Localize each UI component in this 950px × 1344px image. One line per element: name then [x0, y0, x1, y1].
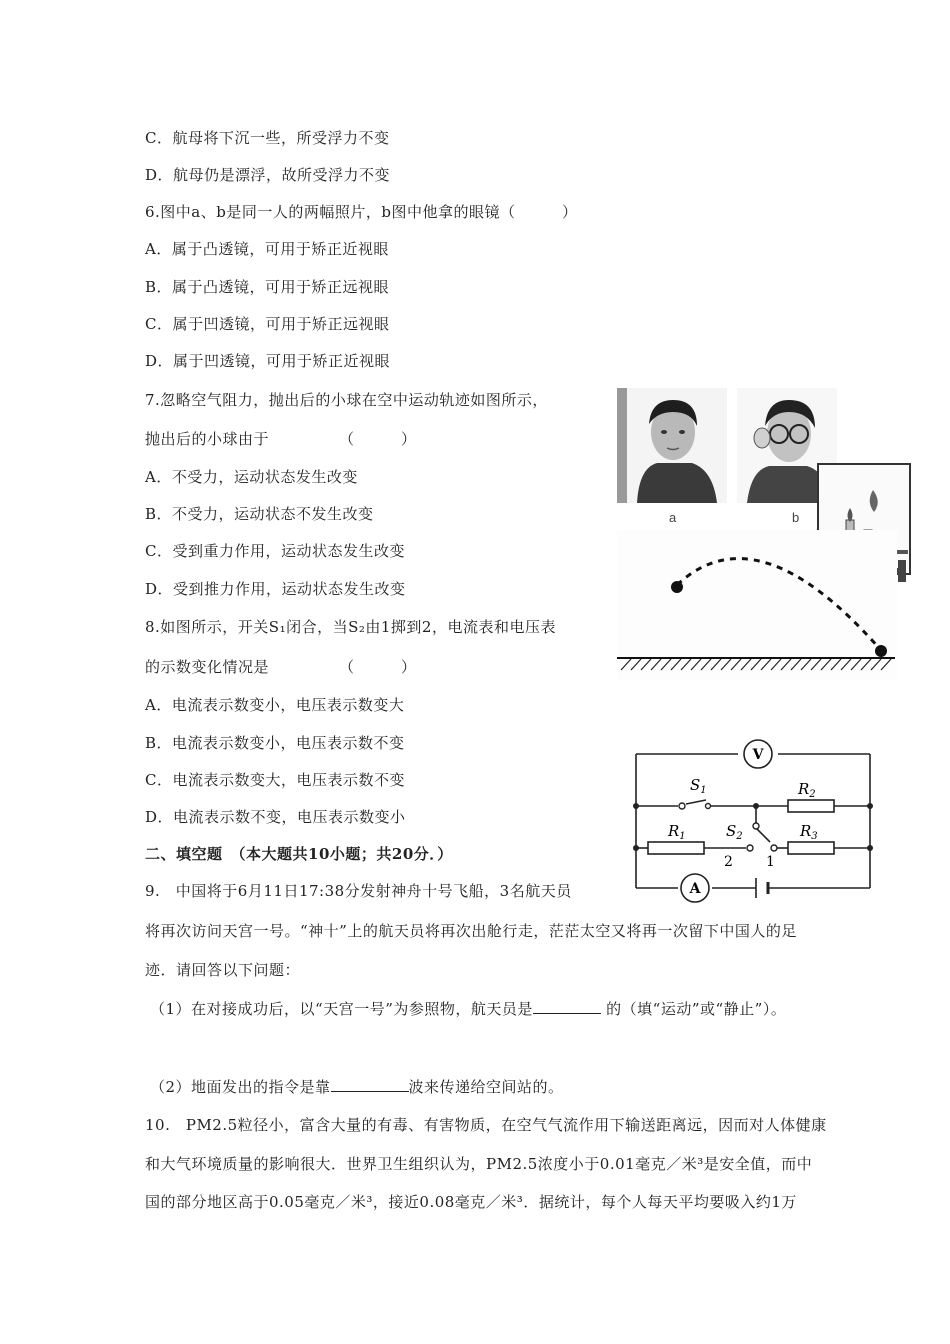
r2-label: $R_2$ — [798, 780, 816, 800]
question-10-cont: 和大气环境质量的影响很大．世界卫生组织认为，PM2.5浓度小于0.01毫克／米³是安全值，而中 — [145, 1155, 813, 1173]
q9-1-after: 的（填“运动”或“静止”）。 — [600, 1000, 787, 1018]
question-7: 7.忽略空气阻力，抛出后的小球在空中运动轨迹如图所示， — [145, 391, 548, 409]
trajectory-figure — [617, 530, 897, 680]
question-10: 10. PM2.5粒径小，富含大量的有毒、有害物质，在空气气流作用下输送距离远，因而对人体健康 — [145, 1116, 827, 1134]
s1-label: $S_1$ — [690, 776, 707, 796]
photo-a-label: a — [669, 510, 677, 525]
question-7-cont: 抛出后的小球由于 （ ） — [145, 430, 417, 448]
q9-2-after: 波来传递给空间站的。 — [408, 1078, 564, 1096]
q9-2-before: （2）地面发出的指令是靠 — [150, 1078, 331, 1096]
switch-position-2: 2 — [724, 854, 733, 870]
question-9-2 — [150, 1076, 564, 1097]
option-a-q8: A．电流表示数变小，电压表示数变大 — [145, 696, 405, 714]
option-b-q7: B．不受力，运动状态不发生改变 — [145, 505, 374, 523]
trajectory-image — [617, 530, 897, 680]
option-a-q7: A．不受力，运动状态发生改变 — [145, 468, 358, 486]
option-c-q7: C．受到重力作用，运动状态发生改变 — [145, 542, 405, 560]
option-d-q8: D．电流表示数不变，电压表示数变小 — [145, 808, 406, 826]
question-6: 6.图中a、b是同一人的两幅照片，b图中他拿的眼镜（ ） — [145, 203, 578, 221]
option-d-q7: D．受到推力作用，运动状态发生改变 — [145, 580, 406, 598]
option-a-q6: A．属于凸透镜，可用于矫正近视眼 — [145, 240, 389, 258]
circuit-diagram — [628, 738, 878, 908]
switch-position-1: 1 — [766, 854, 775, 870]
resistor-r3-icon — [788, 842, 834, 854]
option-d-q6: D．属于凹透镜，可用于矫正近视眼 — [145, 352, 391, 370]
option-c-q6: C．属于凹透镜，可用于矫正远视眼 — [145, 315, 390, 333]
option-b-q6: B．属于凸透镜，可用于矫正远视眼 — [145, 278, 390, 296]
resistor-r1-icon — [648, 842, 704, 854]
option-d-q5: D．航母仍是漂浮，故所受浮力不变 — [145, 166, 391, 184]
ammeter-label: A — [689, 881, 701, 897]
question-9-cont2: 迹．请回答以下问题： — [145, 961, 301, 979]
option-c-q8: C．电流表示数变大，电压表示数不变 — [145, 771, 405, 789]
circuit-figure — [628, 738, 878, 908]
option-b-q8: B．电流表示数变小，电压表示数不变 — [145, 734, 405, 752]
option-c-q5: C．航母将下沉一些，所受浮力不变 — [145, 129, 390, 147]
r1-label: $R_1$ — [668, 822, 686, 842]
q9-1-before: （1）在对接成功后，以“天宫一号”为参照物，航天员是 — [150, 1000, 533, 1018]
question-8: 8.如图所示，开关S₁闭合，当S₂由1掷到2，电流表和电压表 — [145, 618, 556, 636]
voltmeter-label: V — [752, 747, 764, 763]
question-8-cont: 的示数变化情况是 （ ） — [145, 658, 417, 676]
photo-b-label: b — [792, 510, 800, 525]
answer-blank-9-1[interactable] — [533, 999, 601, 1014]
resistor-r2-icon — [788, 800, 834, 812]
question-9-cont: 将再次访问天宫一号。“神十”上的航天员将再次出舱行走，茫茫太空又将再一次留下中国人的足 — [145, 922, 797, 940]
photo-a-image — [617, 388, 727, 503]
question-9: 9. 中国将于6月11日17:38分发射神舟十号飞船，3名航天员 — [145, 882, 572, 900]
section-2-heading: 二、填空题 （本大题共10小题；共20分．） — [145, 845, 453, 863]
answer-blank-9-2[interactable] — [331, 1077, 409, 1092]
r3-label: $R_3$ — [800, 822, 818, 842]
photo-a — [617, 388, 727, 503]
question-10-cont2: 国的部分地区高于0.05毫克／米³，接近0.08毫克／米³．据统计，每个人每天平均要吸入约1万 — [145, 1193, 797, 1211]
question-9-1 — [150, 998, 786, 1019]
s2-label: $S_2$ — [726, 822, 743, 842]
